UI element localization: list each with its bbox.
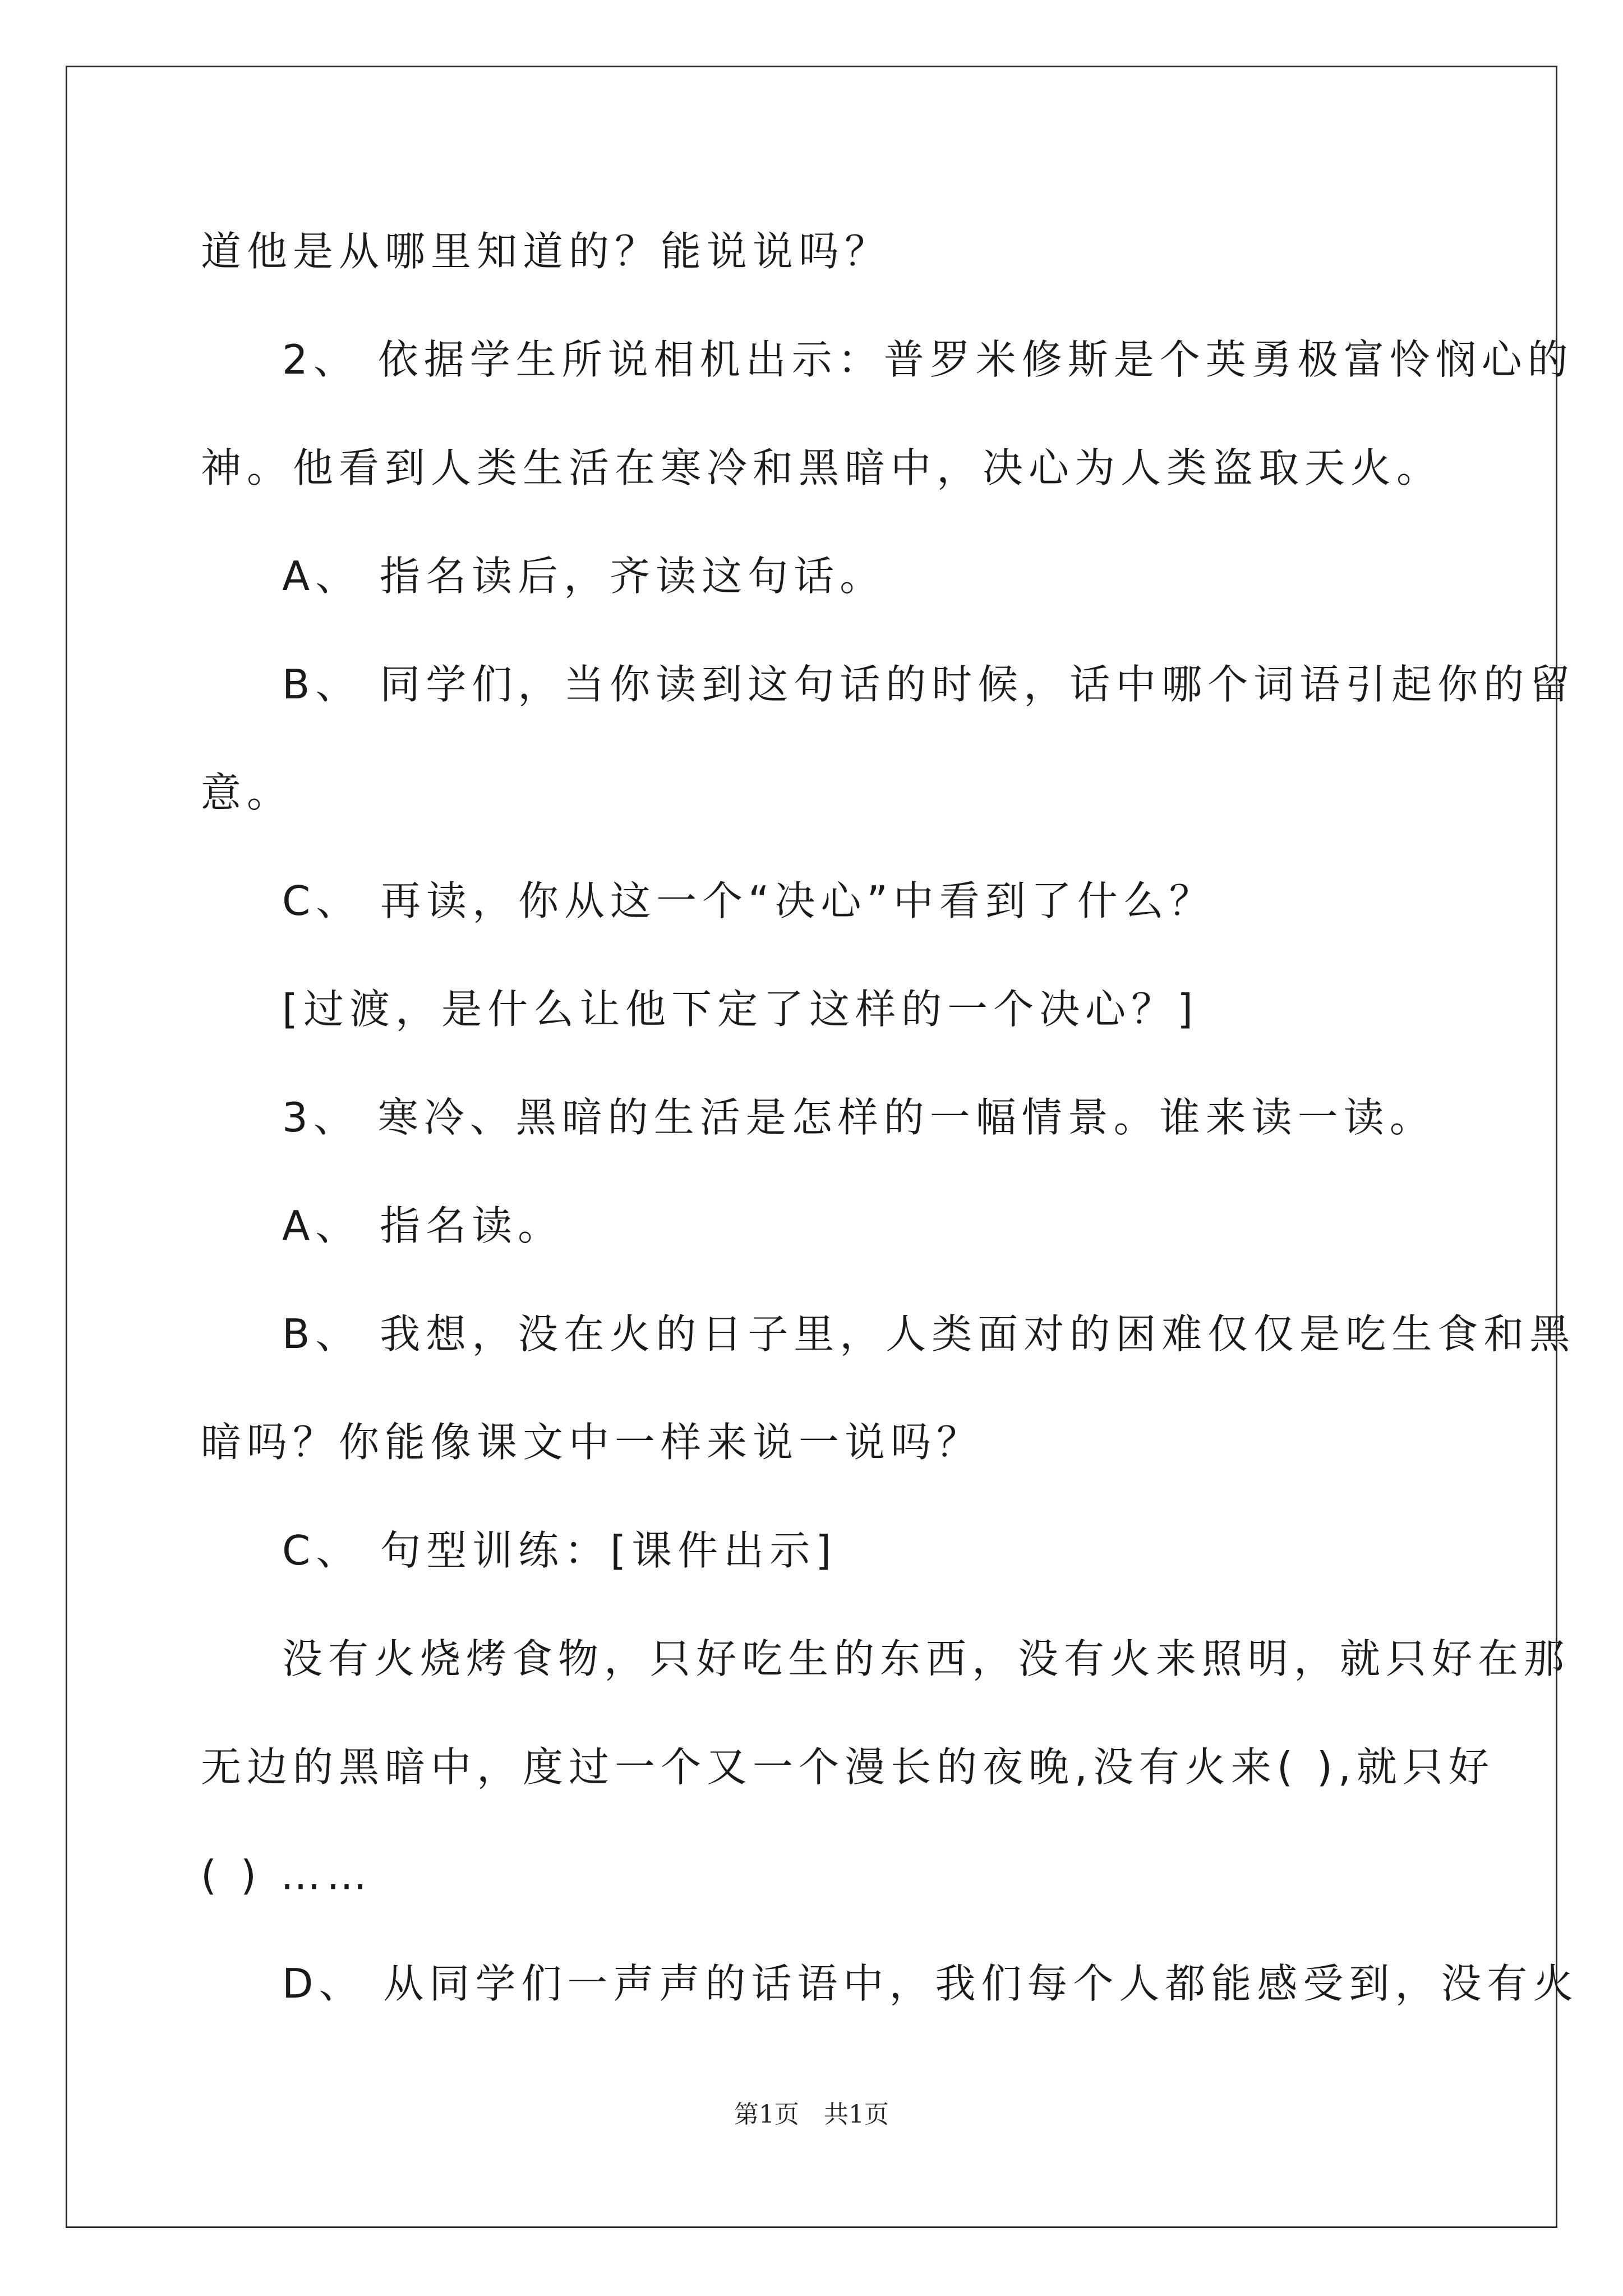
- text-line: A、 指名读。: [282, 1202, 564, 1249]
- text-line: D、 从同学们一声声的话语中，我们每个人都能感受到，没有火: [282, 1960, 1579, 2007]
- text-line: 意。: [201, 769, 293, 816]
- text-line: 没有火烧烤食物，只好吃生的东西，没有火来照明，就只好在那: [282, 1635, 1570, 1682]
- text-line: 暗吗？你能像课文中一样来说一说吗？: [201, 1419, 983, 1466]
- text-line: 2、 依据学生所说相机出示：普罗米修斯是个英勇极富怜悯心的: [282, 336, 1574, 383]
- text-line: ( ) ……: [201, 1852, 372, 1899]
- text-line: C、 再读，你从这一个“决心”中看到了什么？: [282, 877, 1215, 924]
- text-line: 道他是从哪里知道的？能说说吗？: [201, 228, 891, 275]
- text-line: C、 句型训练：[课件出示]: [282, 1527, 837, 1574]
- text-line: B、 我想，没在火的日子里，人类面对的困难仅仅是吃生食和黑: [282, 1310, 1576, 1358]
- text-line: 神。他看到人类生活在寒冷和黑暗中，决心为人类盗取天火。: [201, 444, 1443, 491]
- text-line: A、 指名读后，齐读这句话。: [282, 553, 886, 600]
- text-line: [过渡，是什么让他下定了这样的一个决心？]: [282, 986, 1199, 1033]
- text-line: 3、 寒冷、黑暗的生活是怎样的一幅情景。谁来读一读。: [282, 1094, 1436, 1141]
- page-border: [66, 66, 1557, 2228]
- text-line: B、 同学们，当你读到这句话的时候，话中哪个词语引起你的留: [282, 661, 1576, 708]
- page-number-footer: 第1页 共1页: [734, 2100, 889, 2129]
- text-line: 无边的黑暗中，度过一个又一个漫长的夜晚,没有火来( ),就只好: [201, 1743, 1495, 1791]
